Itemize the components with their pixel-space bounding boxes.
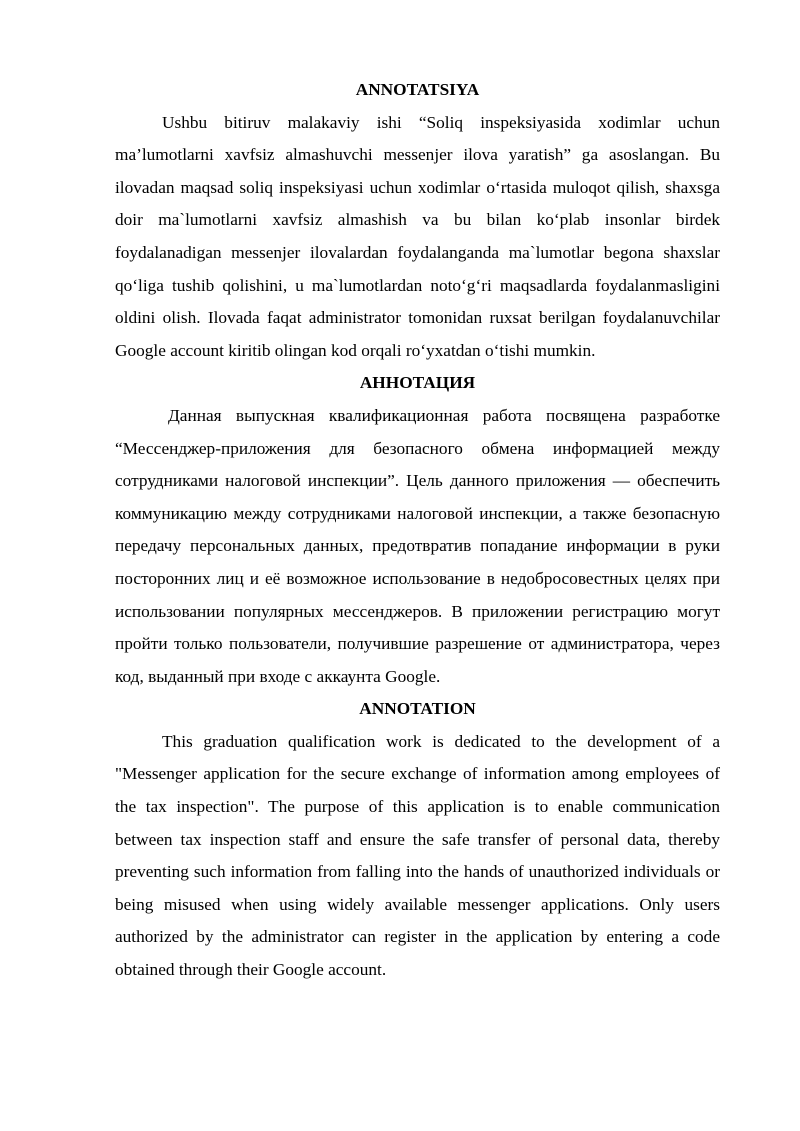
paragraph-english: This graduation qualification work is dedicated to the development of a "Messenger application for the secure exchange of information among employees of the tax inspection". The purpose of this application is to enable communication between tax inspection staff and ensure the safe transfer of personal data, thereby preventing such information from falling into the hands of unauthorized individuals or being misused when using widely available messenger applications. Only users authorized by the administrator can register in the application by entering a code obtained through their Google account.	[115, 731, 720, 980]
paragraph-russian: Данная выпускная квалификационная работа посвящена разработке “Мессенджер-приложения для безопасного обмена информацией между сотрудниками налоговой инспекции”. Цель данного приложения — обеспечить коммуникацию между сотрудниками налоговой инспекции, а также безопасную передачу персональных данных, предотвратив попадание информации в руки посторонних лиц и её возможное использование в недобросовестных целях при использовании популярных мессенджеров. В приложении регистрацию могут пройти только пользователи, получившие разрешение от администратора, через код, выданный при входе с аккаунта Google.	[115, 405, 720, 686]
paragraph-uzbek: Ushbu bitiruv malakaviy ishi “Soliq inspeksiyasida xodimlar uchun ma’lumotlarni xavfsiz almashuvchi messenjer ilova yaratish” ga asoslangan. Bu ilovadan maqsad soliq inspeksiyasi uchun xodimlar o‘rtasida muloqot qilish, shaxsga doir ma`lumotlarni xavfsiz almashish va bu bilan ko‘plab insonlar birdek foydalanadigan messenjer ilovalardan foydalanganda ma`lumotlar begona shaxslar qo‘liga tushib qolishini, u ma`lumotlardan noto‘g‘ri maqsadlarda foydalanmasligini oldini olish. Ilovada faqat administrator tomonidan ruxsat berilgan foydalanuvchilar Google account kiritib olingan kod orqali ro‘yxatdan o‘tishi mumkin.	[115, 112, 720, 360]
heading-english: ANNOTATION	[359, 699, 476, 719]
document-content	[115, 74, 720, 987]
heading-uzbek: ANNOTATSIYA	[355, 80, 480, 99]
heading-russian: АННОТАЦИЯ	[359, 373, 476, 393]
